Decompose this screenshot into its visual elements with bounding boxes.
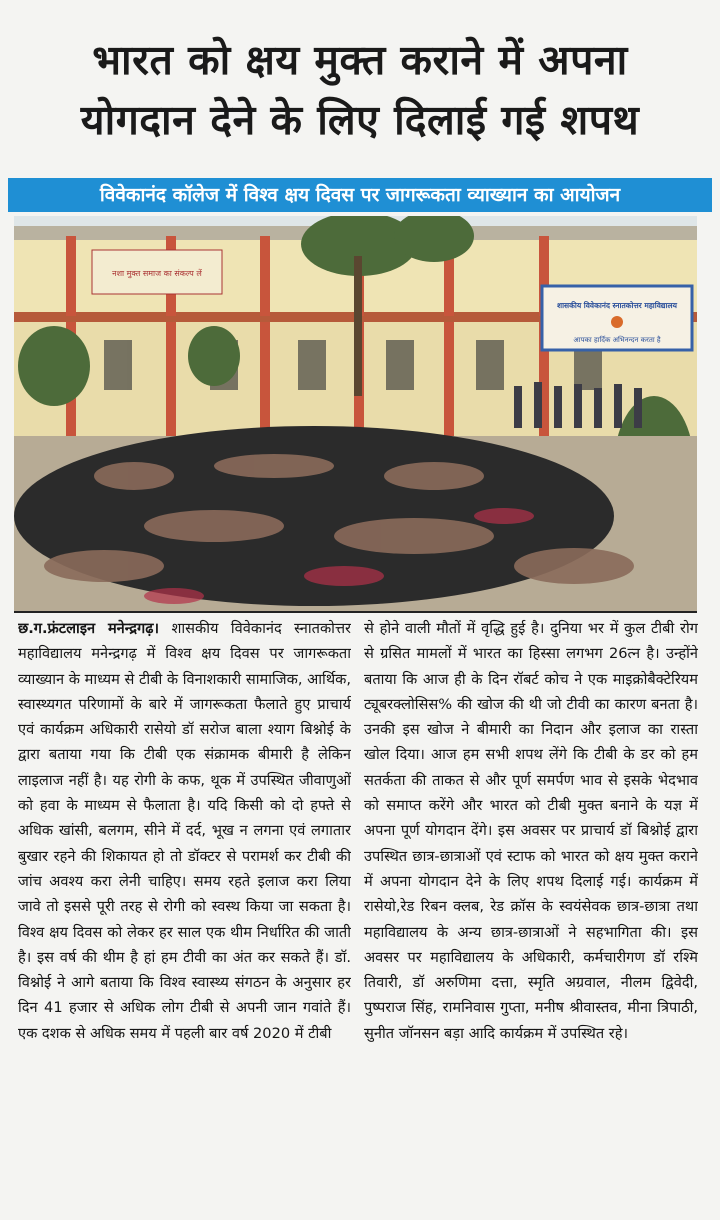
article-left-body: शासकीय विवेकानंद स्नातकोत्तर महाविद्यालय मनेन्द्रगढ़ में विश्व क्षय दिवस पर जागरूकता व्याख्यान के माध्यम से टीबी के विनाशकारी सामाजिक, आर्थिक, स्वास्थ्यगत परिणामों के बारे में जागरूकता फैलाते हुए प्राचार्य एवं कार्यक्रम अधिकारी रासेयो डॉ सरोज बाला श्याग बिश्नोई के द्वारा बताया गया कि टीबी एक संक्रामक बीमारी है लेकिन लाइलाज नहीं है। यह रोगी के कफ, थूक में उपस्थित जीवाणुओं को हवा के माध्यम से फैलाता है। यदि किसी को दो हफ्ते से अधिक खांसी, बलगम, सीने में दर्द, भूख न लगना एवं लगातार बुखार रहने की शिकायत हो तो डॉक्टर से परामर्श कर टीबी की जांच अवश्य करा लेनी चाहिए। समय रहते इलाज करा लिया जावे तो इससे पूरी तरह से रोगी को स्वस्थ किया जा सकता है। विश्व क्षय दिवस को लेकर हर साल एक थीम निर्धारित की जाती है। इस वर्ष की थीम है हां हम टीवी का अंत कर सकते हैं। डॉ. विश्नोई ने आगे बताया कि विश्व स्वास्थ्य संगठन के अनुसार हर दिन 41 हजार से अधिक लोग टीबी से अपनी जान गवांते हैं। एक दशक से अधिक समय में पहली बार वर्ष 2020 में टीबी	[18, 620, 351, 1042]
article-right-body: से होने वाली मौतों में वृद्धि हुई है। दुनिया भर में कुल टीबी रोग से ग्रसित मामलों में भारत का हिस्सा लगभग 26त्न है। उन्होंने बताया कि आज ही के दिन रॉबर्ट कोच ने एक माइक्रोबैक्टेरियम ट्यूबरक्लोसिस% की खोज की थी जो टीवी का कारण बनता है। उनकी इस खोज ने बीमारी का निदान और इलाज का रास्ता खोल दिया। आज हम सभी शपथ लेंगे कि टीबी के डर को हम सतर्कता की ताकत से और पूर्ण समर्पण भाव से इसके भेदभाव को समाप्त करेंगे और भारत को टीबी मुक्त बनाने के यज्ञ में अपना पूर्ण योगदान देंगे। इस अवसर पर प्राचार्य डॉ बिश्नोई द्वारा उपस्थित छात्र-छात्राओं एवं स्टाफ को भारत को क्षय मुक्त कराने में अपना योगदान देने के लिए शपथ दिलाई गई। कार्यक्रम में रासेयो,रेड रिबन क्लब, रेड क्रॉस के स्वयंसेवक छात्र-छात्रा तथा महाविद्यालय के अन्य छात्र-छात्राओं ने सहभागिता की। इस अवसर पर महाविद्यालय के अधिकारी, कर्मचारीगण डॉ रश्मि तिवारी, डॉ अरुणिमा दत्ता, स्मृति अग्रवाल, नीलम द्विवेदी, पुष्पराज सिंह, रामनिवास गुप्ता, मनीष श्रीवास्तव, मीना त्रिपाठी, सुनीत जॉनसन बड़ा आदि कार्यक्रम में उपस्थित रहे।	[364, 620, 698, 1042]
article-column-right	[364, 616, 698, 1216]
article-dateline: छ.ग.फ्रंटलाइन मनेन्द्रगढ़।	[18, 620, 160, 637]
headline	[0, 30, 720, 150]
article-column-left	[18, 616, 351, 1216]
event-photo	[14, 216, 697, 613]
headline-line-1: भारत को क्षय मुक्त कराने में अपना	[92, 36, 628, 84]
subheadline: विवेकानंद कॉलेज में विश्व क्षय दिवस पर जागरूकता व्याख्यान का आयोजन	[8, 178, 712, 212]
headline-line-2: योगदान देने के लिए दिलाई गई शपथ	[80, 96, 640, 144]
banner-text: शासकीय विवेकानंद स्नातकोत्तर महाविद्यालय	[557, 301, 677, 310]
banner-subtext: आपका हार्दिक अभिनन्दन करता है	[573, 336, 661, 344]
wall-slogan: नशा मुक्त समाज का संकल्प लें	[112, 269, 202, 278]
